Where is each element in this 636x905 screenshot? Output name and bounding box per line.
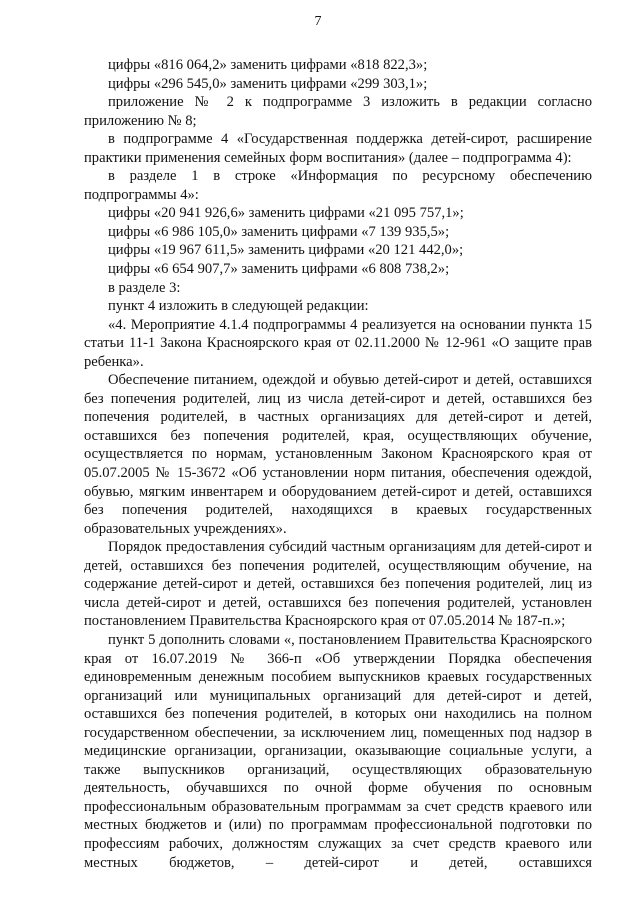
paragraph-4: в подпрограмме 4 «Государственная поддержка детей-сирот, расширение практики применения семейных форм воспитания» (далее – подпрограмма 4):: [84, 131, 592, 166]
paragraph-11: пункт 4 изложить в следующей редакции:: [108, 298, 369, 315]
paragraph-9: цифры «6 654 907,7» заменить цифрами «6 808 738,2»;: [108, 261, 450, 278]
paragraph-1: цифры «816 064,2» заменить цифрами «818 822,3»;: [108, 57, 428, 73]
paragraph-5: в разделе 1 в строке «Информация по ресурсному обеспечению подпрограммы 4»:: [84, 168, 592, 203]
paragraph-6: цифры «20 941 926,6» заменить цифрами «21 095 757,1»;: [108, 205, 464, 222]
paragraph-13: Обеспечение питанием, одеждой и обувью детей-сирот и детей, оставшихся без попечения родителей, лиц из числа детей-сирот и детей, оставшихся без попечения родителей, в частных организациях для детей-сирот и детей, оставшихся без попечения родителей, края, осуществляющих обучение, осуществляется по нормам, установленным Законом Красноярского края от 05.07.2005 № 15-3672 «Об установлении норм питания, обеспечения одеждой, обувью, мягким инвентарем и оборудованием детей-сирот и детей, оставшихся без попечения родителей, находящихся в краевых государственных образовательных учреждениях».: [84, 372, 592, 537]
paragraph-10: в разделе 3:: [108, 279, 181, 296]
paragraph-2: цифры «296 545,0» заменить цифрами «299 303,1»;: [108, 75, 428, 92]
paragraph-12: «4. Мероприятие 4.1.4 подпрограммы 4 реализуется на основании пункта 15 статьи 11-1 Закона Красноярского края от 02.11.2000 № 12-961 «О защите прав ребенка».: [84, 316, 592, 370]
paragraph-3: приложение № 2 к подпрограмме 3 изложить в редакции согласно приложению № 8;: [84, 94, 592, 129]
paragraph-8: цифры «19 967 611,5» заменить цифрами «20 121 442,0»;: [108, 242, 464, 259]
page-number: 7: [314, 14, 322, 29]
paragraph-14: Порядок предоставления субсидий частным организациям для детей-сирот и детей, оставшихся без попечения родителей, осуществляющим обучение, на содержание детей-сирот и детей, оставшихся без попечения родителей, лиц из числа детей-сирот и детей, оставшихся без попечения родителей, установлен постановлением Правительства Красноярского края от 07.05.2014 № 187-п.»;: [84, 539, 592, 630]
paragraph-15: пункт 5 дополнить словами «, постановлением Правительства Красноярского края от 16.07.2019 № 366-п «Об утверждении Порядка обеспечения единовременным денежным пособием выпускников краевых государственных организаций или муниципальных организаций для детей-сирот и детей, оставшихся без попечения родителей, в которых они находились на полном государственном обеспечении, за исключением лиц, помещенных под надзор в медицинские организации, организации, оказывающие социальные услуги, а также выпускников организаций, осуществляющих образовательную деятельность, обучавшихся по очной форме обучения по основным профессиональным образовательным программам за счет средств краевого или местных бюджетов и (или) по программам профессиональной подготовки по профессиям рабочих, должностям служащих за счет средств краевого или местных бюджетов, – детей-сирот и детей, оставшихся: [84, 631, 592, 871]
paragraph-7: цифры «6 986 105,0» заменить цифрами «7 139 935,5»;: [108, 223, 450, 240]
document-body: [84, 56, 592, 872]
